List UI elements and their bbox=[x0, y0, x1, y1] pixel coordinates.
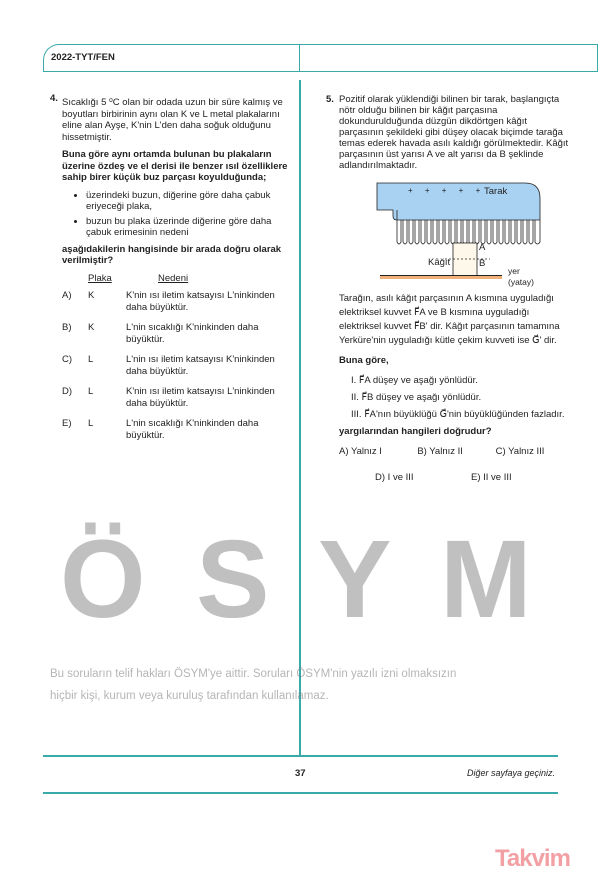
answer-options bbox=[62, 290, 294, 441]
footer-top-line bbox=[43, 755, 558, 757]
next-page-note: Diğer sayfaya geçiniz. bbox=[466, 768, 555, 778]
label-kagit: Kâğıt bbox=[428, 257, 451, 268]
copyright-watermark: Bu soruların telif hakları ÖSYM'ye aittir. Soruları ÖSYM'nin yazılı izni olmaksızın bbox=[50, 668, 457, 680]
column-header-plaka: Plaka bbox=[88, 272, 112, 284]
choice-e[interactable]: E) II ve III bbox=[471, 472, 512, 483]
option-plaka: L bbox=[88, 354, 94, 365]
question-number: 4. bbox=[50, 93, 58, 104]
comb-charges: + + + + + bbox=[408, 186, 486, 195]
option-letter: A) bbox=[62, 290, 72, 301]
question-text: aşağıdakilerin hangisinde bir arada doğru olarak verilmiştir? bbox=[62, 243, 282, 266]
option-reason: K'nin ısı iletim katsayısı L'ninkinden daha büyüktür. bbox=[126, 386, 275, 409]
question-text: yargılarından hangileri doğrudur? bbox=[339, 426, 492, 437]
choice-c[interactable]: C) Yalnız III bbox=[495, 446, 545, 457]
bullet-item: • buzun bu plaka üzerinde diğerine göre daha çabuk erimesinin nedeni bbox=[86, 216, 294, 239]
option-plaka: L bbox=[88, 418, 94, 429]
option-letter: B) bbox=[62, 322, 72, 333]
label-yatay: (yatay) bbox=[508, 277, 534, 287]
option-letter: E) bbox=[62, 418, 72, 429]
choice-b[interactable]: B) Yalnız II bbox=[417, 446, 463, 457]
paper-icon bbox=[453, 243, 477, 276]
question-text: Tarağın, asılı kâğıt parçasının A kısmına uyguladığı elektriksel kuvvet F⃗A ve B kısmına uyguladığı elektriksel kuvvet F⃗B' dir. Kâğıt parçasının tamamına Yerküre'nin uyguladığı kütle çekim kuvveti ise G⃗' dir. bbox=[339, 293, 560, 346]
question-number: 5. bbox=[326, 94, 334, 105]
label-yer: yer bbox=[508, 266, 520, 276]
question-5-stem bbox=[339, 94, 571, 177]
question-prompt: Buna göre, bbox=[339, 355, 389, 366]
option-c[interactable] bbox=[62, 354, 294, 377]
question-stem: Sıcaklığı 5 ⁰C olan bir odada uzun bir süre kalmış ve boyutları birbirinin aynı olan K ve L metal plakalarını eline alan Ayşe, K'nin L'den daha soğuk olduğunu hissetmiştir. bbox=[62, 97, 283, 143]
option-reason: L'nin sıcaklığı K'ninkinden daha büyüktür. bbox=[126, 322, 259, 345]
option-letter: D) bbox=[62, 386, 73, 397]
option-e[interactable] bbox=[62, 418, 294, 441]
page-number: 37 bbox=[295, 768, 306, 779]
label-b: B bbox=[479, 258, 486, 269]
option-plaka: K bbox=[88, 322, 95, 333]
label-a: A bbox=[479, 242, 486, 253]
option-plaka: K bbox=[88, 290, 95, 301]
option-reason: K'nin ısı iletim katsayısı L'ninkinden daha büyüktür. bbox=[126, 290, 275, 313]
column-header-nedeni: Nedeni bbox=[158, 272, 189, 284]
question-5-body bbox=[339, 292, 574, 485]
bullet-list bbox=[62, 190, 294, 239]
question-4 bbox=[62, 97, 294, 450]
choice-d[interactable]: D) I ve III bbox=[375, 472, 414, 483]
option-b[interactable] bbox=[62, 322, 294, 345]
label-tarak: Tarak bbox=[484, 186, 508, 197]
header-box-right bbox=[299, 44, 598, 72]
option-reason: L'nin ısı iletim katsayısı K'ninkinden daha büyüktür. bbox=[126, 354, 275, 377]
option-d[interactable] bbox=[62, 386, 294, 409]
statement-i: I. F⃗A düşey ve aşağı yönlüdür. bbox=[351, 375, 478, 386]
option-plaka: L bbox=[88, 386, 94, 397]
exam-title: 2022-TYT/FEN bbox=[51, 52, 115, 63]
osym-watermark: Ö S Y M bbox=[60, 518, 542, 641]
statement-ii: II. F⃗B düşey ve aşağı yönlüdür. bbox=[351, 392, 482, 403]
takvim-logo: Takvim bbox=[495, 845, 570, 872]
option-a[interactable] bbox=[62, 290, 294, 313]
option-letter: C) bbox=[62, 354, 73, 365]
header-box-left bbox=[43, 44, 299, 72]
ground-line bbox=[380, 275, 502, 279]
statement-iii: III. F⃗A'nın büyüklüğü G⃗'nin büyüklüğünden fazladır. bbox=[351, 409, 565, 420]
bullet-item: • üzerindeki buzun, diğerine göre daha çabuk eriyeceği plaka, bbox=[86, 190, 294, 213]
copyright-watermark: hiçbir kişi, kurum veya kuruluş tarafından kullanılamaz. bbox=[50, 690, 329, 702]
choice-a[interactable]: A) Yalnız I bbox=[339, 446, 382, 457]
question-prompt: Buna göre aynı ortamda bulunan bu plakaların üzerine özdeş ve el derisi ile benzer ısıl özelliklere sahip birer küçük buz parçası koyulduğunda; bbox=[62, 149, 288, 183]
footer-bottom-line bbox=[43, 792, 558, 794]
question-stem: Pozitif olarak yüklendiği bilinen bir tarak, başlangıçta nötr olduğu bilinen bir kâğıt parçasına dokundurulduğunda düzgün dikdörtgen kâğıt parçasının şekildeki gibi düşey olacak biçimde tarağa temas ederek havada asılı kaldığı görülmektedir. Kâğıt parçasının üst yarısı A ve alt yarısı da B şeklinde adlandırılmaktadır. bbox=[339, 94, 569, 171]
column-divider bbox=[299, 80, 301, 756]
option-reason: L'nin sıcaklığı K'ninkinden daha büyüktür. bbox=[126, 418, 259, 441]
